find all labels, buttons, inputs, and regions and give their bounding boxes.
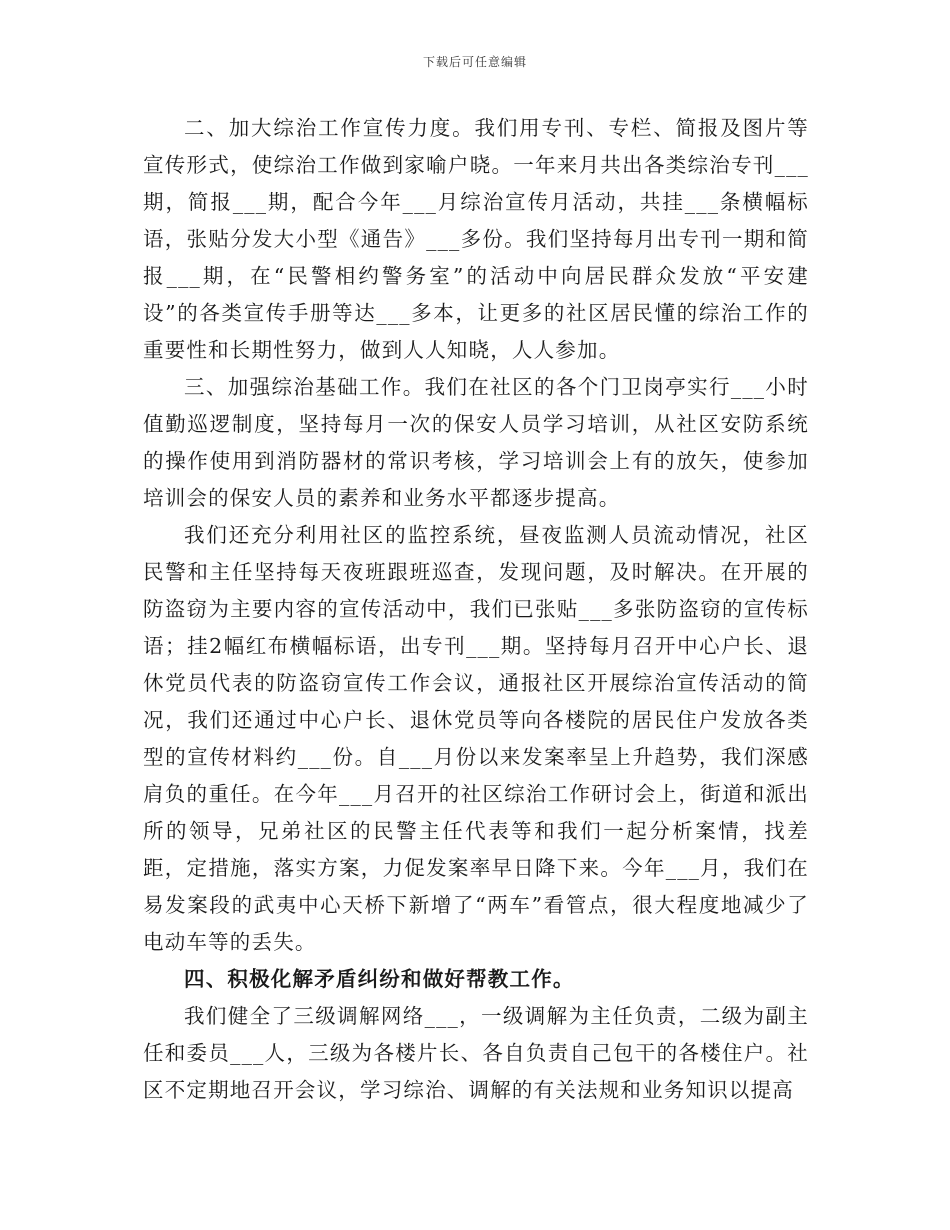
page-header-note: 下载后可任意编辑 <box>422 55 527 69</box>
paragraph-basic-work: 三、加强综治基础工作。我们在社区的各个门卫岗亭实行___小时值勤巡逻制度，坚持每月一次的保安人员学习培训，从社区安防系统的操作使用到消防器材的常识考核，学习培训会上有的放矢，使参加培训会的保安人员的素养和业务水平都逐步提高。 <box>143 375 809 510</box>
document-body <box>143 110 809 1109</box>
paragraph-mediation-network: 我们健全了三级调解网络___，一级调解为主任负责，二级为副主任和委员___人，三级为各楼片长、各自负责自己包干的各楼住户。社区不定期地召开会议，学习综治、调解的有关法规和业务知识以提高 <box>143 1004 809 1102</box>
paragraph-monitoring: 我们还充分利用社区的监控系统，昼夜监测人员流动情况，社区民警和主任坚持每天夜班跟班巡查，发现问题，及时解决。在开展的防盗窃为主要内容的宣传活动中，我们已张贴___多张防盗窃的宣传标语；挂2幅红布横幅标语，出专刊___期。坚持每月召开中心户长、退休党员代表的防盗窃宣传工作会议，通报社区开展综治宣传活动的简况，我们还通过中心户长、退休党员等向各楼院的居民住户发放各类型的宣传材料约___份。自___月份以来发案率呈上升趋势，我们深感肩负的重任。在今年___月召开的社区综治工作研讨会上，街道和派出所的领导，兄弟社区的民警主任代表等和我们一起分析案情，找差距，定措施，落实方案，力促发案率早日降下来。今年___月，我们在易发案段的武夷中心天桥下新增了“两车”看管点，很大程度地减少了电动车等的丢失。 <box>143 523 809 954</box>
section-heading-mediation: 四、积极化解矛盾纠纷和做好帮教工作。 <box>184 967 575 991</box>
paragraph-publicity: 二、加大综治工作宣传力度。我们用专刊、专栏、简报及图片等宣传形式，使综治工作做到家喻户晓。一年来月共出各类综治专刊___期，简报___期，配合今年___月综治宣传月活动，共挂___条横幅标语，张贴分发大小型《通告》___多份。我们坚持每月出专刊一期和简报___期，在“民警相约警务室”的活动中向居民群众发放“平安建设”的各类宣传手册等达___多本，让更多的社区居民懂的综治工作的重要性和长期性努力，做到人人知晓，人人参加。 <box>143 116 809 362</box>
